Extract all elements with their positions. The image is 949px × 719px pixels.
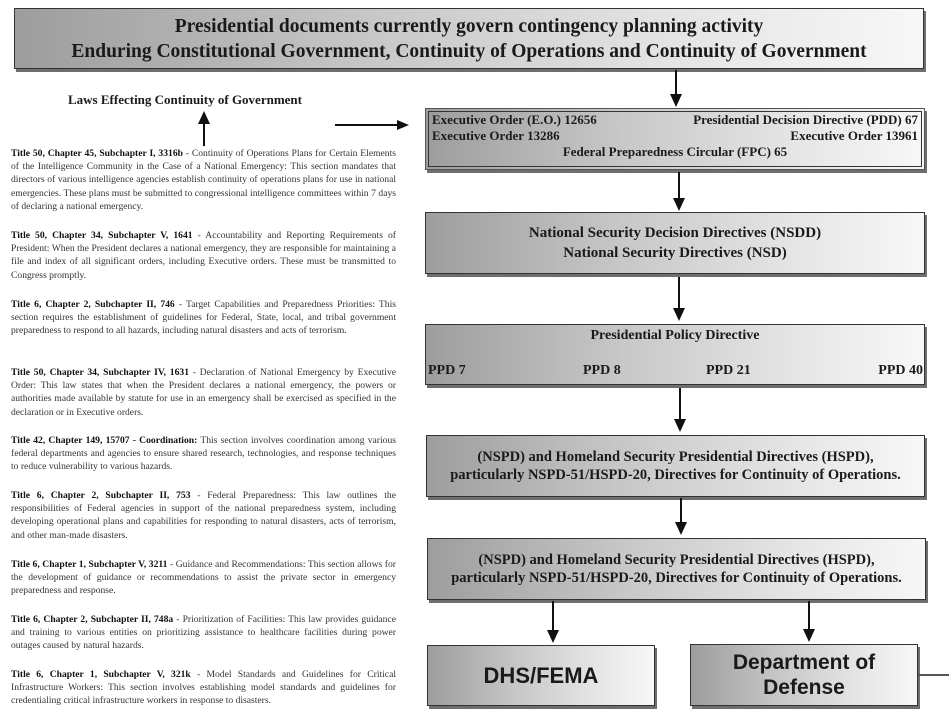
dod-line-1: Department of xyxy=(732,651,876,674)
law-description: - Prioritization of Facilities: This law provides guidance and training to various entities on prioritizing assistance to healthcare facilities during power outages caused by natural hazards. xyxy=(11,614,396,652)
nsdd-line-1: National Security Decision Directives (NSDD) xyxy=(528,225,822,241)
law-item xyxy=(11,147,396,213)
law-citation: Title 6, Chapter 1, Subchapter V, 3211 xyxy=(11,559,168,570)
law-citation: Title 50, Chapter 34, Subchapter IV, 1631 xyxy=(11,367,189,378)
ppd-item: PPD 40 xyxy=(878,363,923,378)
department-of-defense-box xyxy=(690,644,918,706)
eo-13286: Executive Order 13286 xyxy=(432,128,560,143)
law-description: - Model Standards and Guidelines for Critical Infrastructure Workers: This section involves establishing model standards and guidelines for credentialing critical infrastructure workers in response to disasters. xyxy=(11,669,396,707)
eo-row-1 xyxy=(429,112,921,128)
law-description: This section involves coordination among various federal departments and agencies to ensure shared research, technologies, and response techniques to reduce vulnerability to various hazards. xyxy=(11,435,396,473)
ppd-item: PPD 8 xyxy=(583,363,621,378)
diagram-title-banner xyxy=(14,8,924,69)
arrow-down-icon xyxy=(547,630,559,643)
arrow-down-icon xyxy=(673,308,685,321)
law-item xyxy=(11,668,396,708)
eo-12656: Executive Order (E.O.) 12656 xyxy=(432,112,597,127)
hspd-box-1 xyxy=(426,435,925,497)
law-item xyxy=(11,434,396,474)
law-citation: Title 6, Chapter 2, Subchapter II, 753 xyxy=(11,490,191,501)
title-line-1: Presidential documents currently govern contingency planning activity xyxy=(174,15,764,37)
law-item xyxy=(11,613,396,653)
nsdd-box xyxy=(425,212,925,274)
dhs-fema-box xyxy=(427,645,655,706)
arrow-down-icon xyxy=(803,629,815,642)
connector-line xyxy=(335,124,397,126)
law-item xyxy=(11,489,396,542)
law-description: - Federal Preparedness: This law outlines the responsibilities of Federal agencies in support of the national preparedness system, including developing operational plans and capabilities for responding to natural disasters, acts of terrorism, and other man-made disasters. xyxy=(11,490,396,541)
dhs-fema-label: DHS/FEMA xyxy=(483,662,599,688)
hspd-box-2 xyxy=(427,538,926,600)
connector-line xyxy=(678,172,680,199)
law-citation: Title 42, Chapter 149, 15707 - Coordination: xyxy=(11,435,198,446)
connector-line xyxy=(918,674,949,676)
law-citation: Title 6, Chapter 2, Subchapter II, 748a xyxy=(11,614,174,625)
ppd-item: PPD 21 xyxy=(706,363,751,378)
title-line-2: Enduring Constitutional Government, Continuity of Operations and Continuity of Government xyxy=(71,40,867,62)
laws-heading: Laws Effecting Continuity of Government xyxy=(68,92,302,107)
law-item xyxy=(11,298,396,338)
connector-line xyxy=(678,277,680,309)
connector-line xyxy=(680,498,682,523)
arrow-down-icon xyxy=(675,522,687,535)
ppd-item: PPD 7 xyxy=(428,363,466,378)
eo-13961: Executive Order 13961 xyxy=(790,128,918,143)
law-citation: Title 50, Chapter 34, Subchapter V, 1641 xyxy=(11,230,193,241)
connector-line xyxy=(679,388,681,420)
arrow-down-icon xyxy=(674,419,686,432)
dod-line-2: Defense xyxy=(763,676,845,699)
ppd-title: Presidential Policy Directive xyxy=(590,328,760,343)
law-description: - Guidance and Recommendations: This section allows for the development of guidance or recommendations to assist the private sector in emergency preparedness and response. xyxy=(11,559,396,597)
executive-orders-box xyxy=(425,108,925,170)
ppd-box xyxy=(425,324,925,385)
law-description: - Accountability and Reporting Requirements of President: When the President declares a national emergency, they are responsible for maintaining a file and index of all significant orders, including Executive orders. These must be transmitted to Congress promptly. xyxy=(11,230,396,281)
executive-orders-inner-frame xyxy=(428,111,922,167)
hspd-text: (NSPD) and Homeland Security Presidential Directives (HSPD), particularly NSPD-51/HSPD-20, Directives for Continuity of Operations. xyxy=(450,449,901,483)
law-item xyxy=(11,229,396,282)
law-description: - Target Capabilities and Preparedness Priorities: This section requires the establishment of guidelines for Federal, State, local, and tribal government preparedness to respond to all hazards, including natural disasters and acts of terrorism. xyxy=(11,299,396,337)
law-citation: Title 50, Chapter 45, Subchapter I, 3316b xyxy=(11,148,183,159)
arrow-up-icon xyxy=(198,111,210,124)
law-citation: Title 6, Chapter 1, Subchapter V, 321k xyxy=(11,669,191,680)
hspd-text: (NSPD) and Homeland Security Presidential Directives (HSPD), particularly NSPD-51/HSPD-20, Directives for Continuity of Operations. xyxy=(451,552,902,586)
connector-line xyxy=(808,601,810,630)
nsdd-line-2: National Security Directives (NSD) xyxy=(563,245,787,261)
law-description: - Continuity of Operations Plans for Certain Elements of the Intelligence Community in the Case of a National Emergency: This section mandates that directors of various intelligence agencies establish continuity of operations plans for use in national emergencies. These plans must be submitted to congressional intelligence committees within 7 days of declaring a national emergency. xyxy=(11,148,396,212)
connector-line xyxy=(203,124,205,146)
law-item xyxy=(11,558,396,598)
arrow-right-icon xyxy=(397,120,409,130)
law-description: - Declaration of National Emergency by Executive Order: This law states that when the President declares a national emergency, the powers or authorities made available by statute for use in an emergency shall be exercised as specified in the declaration or in Executive orders. xyxy=(11,367,397,418)
law-item xyxy=(11,366,396,419)
law-citation: Title 6, Chapter 2, Subchapter II, 746 xyxy=(11,299,175,310)
arrow-down-icon xyxy=(670,94,682,107)
fpc-65: Federal Preparedness Circular (FPC) 65 xyxy=(562,144,788,159)
arrow-down-icon xyxy=(673,198,685,211)
pdd-67: Presidential Decision Directive (PDD) 67 xyxy=(693,112,918,127)
connector-line xyxy=(552,601,554,631)
eo-row-2 xyxy=(429,128,921,144)
connector-line xyxy=(675,70,677,95)
